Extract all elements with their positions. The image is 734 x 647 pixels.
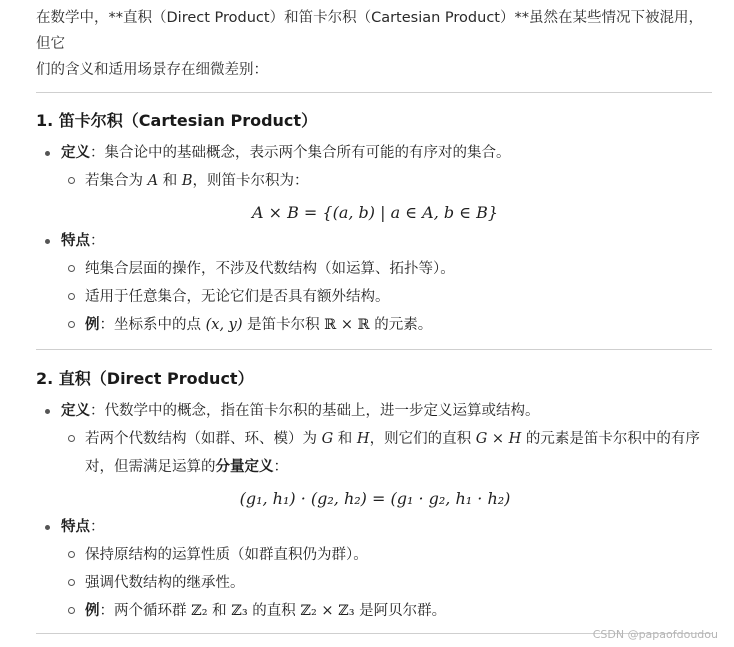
- feature-item-1: 保持原结构的运算性质（如群直积仍为群）。: [61, 541, 714, 569]
- example-text: 和: [207, 603, 232, 619]
- section-1-features: [36, 227, 714, 339]
- section-1-heading: 1. 笛卡尔积（Cartesian Product）: [36, 111, 318, 130]
- example-text: ：两个循环群: [99, 603, 192, 619]
- features-label: 特点: [61, 519, 90, 535]
- example-label: 例: [85, 603, 100, 619]
- feature-item-2: 强调代数结构的继承性。: [61, 569, 714, 597]
- subitem-text: ，则笛卡尔积为：: [192, 173, 309, 189]
- features-sublist: [61, 255, 714, 339]
- section-1-list: [36, 139, 714, 339]
- section-2-list: [36, 397, 714, 625]
- features-colon: ：: [90, 519, 105, 535]
- subitem-text: 若集合为: [85, 173, 148, 189]
- definition-subitem: [61, 167, 714, 195]
- math-z2-times-z3: ℤ₂ × ℤ₃: [300, 603, 355, 619]
- direct-product-formula: (g₁, h₁) · (g₂, h₂) = (g₁ · g₂, h₁ · h₂): [239, 489, 511, 508]
- math-set-a: A: [147, 173, 159, 189]
- feature-item-2: 适用于任意集合，无论它们是否具有额外结构。: [61, 283, 714, 311]
- features-colon: ：: [90, 233, 105, 249]
- feature-item-1: 纯集合层面的操作，不涉及代数结构（如运算、拓扑等）。: [61, 255, 714, 283]
- component-definition-bold: 分量定义: [215, 459, 274, 475]
- example-text: 的直积: [247, 603, 301, 619]
- intro-line-1: 在数学中，**直积（Direct Product）和笛卡尔积（Cartesian Product）**虽然在某些情况下被混用，但它: [36, 10, 703, 52]
- definition-text: ：集合论中的基础概念，表示两个集合所有可能的有序对的集合。: [90, 145, 511, 161]
- math-h: H: [356, 431, 370, 447]
- section-1-definition: [36, 139, 714, 224]
- subitem-text: ，则它们的直积: [369, 431, 476, 447]
- section-2-features: [36, 513, 714, 625]
- example-text: 的元素。: [369, 317, 433, 333]
- intro-paragraph: [36, 0, 714, 83]
- math-z3: ℤ₃: [231, 603, 248, 619]
- math-set-b: B: [181, 173, 193, 189]
- definition-label: 定义: [61, 145, 90, 161]
- definition-subitem: [61, 425, 714, 481]
- section-2-heading: 2. 直积（Direct Product）: [36, 369, 254, 388]
- document-body: [36, 0, 714, 634]
- subitem-text: 若两个代数结构（如群、环、模）为: [85, 431, 322, 447]
- cartesian-product-formula: A × B = {(a, b) | a ∈ A, b ∈ B}: [251, 203, 499, 222]
- definition-label: 定义: [61, 403, 90, 419]
- math-g-times-h: G × H: [475, 431, 522, 447]
- math-point: (x, y): [205, 317, 243, 333]
- definition-sublist: [61, 167, 714, 195]
- example-text: 是笛卡尔积: [242, 317, 325, 333]
- example-text: ：坐标系中的点: [99, 317, 206, 333]
- definition-sublist: [61, 425, 714, 481]
- subitem-text: 对，但需满足运算的: [85, 459, 216, 475]
- math-real-plane: ℝ × ℝ: [324, 317, 370, 333]
- watermark: CSDN @papaofdoudou: [592, 628, 718, 641]
- subitem-text: 和: [333, 431, 357, 447]
- subitem-text: ：: [273, 459, 288, 475]
- definition-text: ：代数学中的概念，指在笛卡尔积的基础上，进一步定义运算或结构。: [90, 403, 540, 419]
- subitem-text: 的元素是笛卡尔积中的有序: [521, 431, 700, 447]
- feature-example: [61, 597, 714, 625]
- divider-2: [36, 349, 712, 350]
- section-2-definition: [36, 397, 714, 510]
- math-g: G: [321, 431, 334, 447]
- feature-example: [61, 311, 714, 339]
- features-sublist: [61, 541, 714, 625]
- example-label: 例: [85, 317, 100, 333]
- divider-1: [36, 92, 712, 93]
- math-z2: ℤ₂: [191, 603, 208, 619]
- example-text: 是阿贝尔群。: [354, 603, 447, 619]
- features-label: 特点: [61, 233, 90, 249]
- subitem-text: 和: [158, 173, 182, 189]
- intro-line-2: 们的含义和适用场景存在细微差别：: [36, 62, 268, 78]
